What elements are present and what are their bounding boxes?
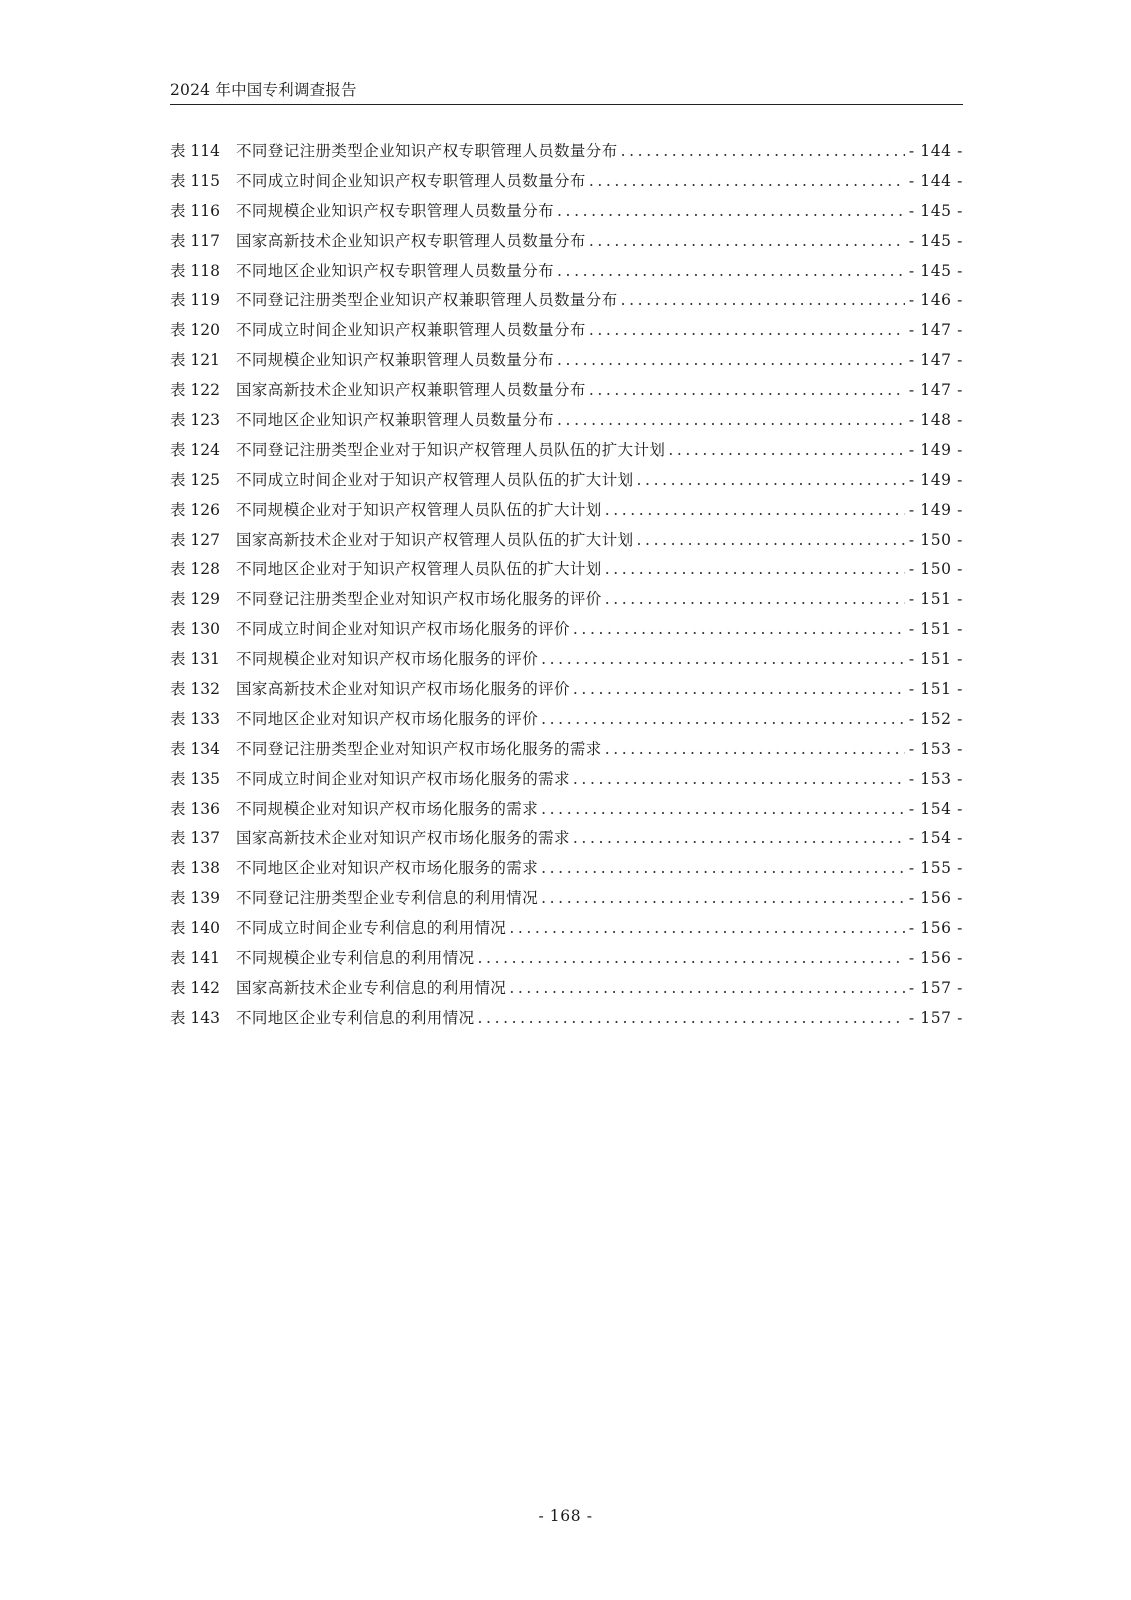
toc-entry[interactable] [170,410,963,440]
toc-entry[interactable] [170,201,963,231]
toc-entry-label: 表 132 [170,680,221,699]
page-number: - 168 - [538,1507,593,1525]
toc-entry[interactable] [170,828,963,858]
toc-entry-label: 表 129 [170,590,221,609]
toc-entry[interactable] [170,649,963,679]
toc-entry[interactable] [170,500,963,530]
toc-entry-title: 不同规模企业对知识产权市场化服务的需求 [236,799,539,818]
toc-entry-label: 表 116 [170,201,221,220]
toc-entry-label: 表 118 [170,261,221,280]
toc-dot-leader [557,261,905,281]
toc-entry-page: - 156 - [908,949,963,968]
toc-entry-label: 表 120 [170,321,221,340]
toc-entry-page: - 144 - [908,142,963,160]
toc-entry-page: - 146 - [908,291,963,310]
toc-entry[interactable] [170,350,963,380]
toc-entry-page: - 147 - [908,351,963,370]
report-title: 2024 年中国专利调查报告 [170,81,357,99]
toc-entry-title: 不同成立时间企业对知识产权市场化服务的需求 [236,769,570,788]
toc-dot-leader [668,440,905,460]
toc-entry[interactable] [170,619,963,649]
toc-entry-page: - 151 - [908,650,963,669]
toc-dot-leader [573,619,905,639]
toc-entry-label: 表 140 [170,919,221,938]
toc-entry-page: - 154 - [908,799,963,818]
toc-entry[interactable] [170,171,963,201]
toc-entry[interactable] [170,978,963,1008]
toc-entry-title: 国家高新技术企业专利信息的利用情况 [236,978,507,997]
toc-entry[interactable] [170,380,963,410]
toc-entry-page: - 145 - [908,261,963,280]
toc-entry[interactable] [170,141,963,171]
toc-entry[interactable] [170,559,963,589]
toc-entry-title: 国家高新技术企业对知识产权市场化服务的评价 [236,680,570,699]
toc-entry-page: - 156 - [908,919,963,938]
toc-entry-page: - 154 - [908,829,963,848]
toc-dot-leader [605,739,905,759]
toc-dot-leader [557,350,905,370]
toc-entry-page: - 151 - [908,680,963,699]
toc-dot-leader [637,530,905,550]
toc-dot-leader [541,888,905,908]
toc-entry-page: - 157 - [908,1008,963,1027]
toc-dot-leader [589,171,905,191]
toc-entry[interactable] [170,290,963,320]
toc-entry-title: 不同登记注册类型企业对知识产权市场化服务的需求 [236,739,602,758]
toc-entry-title: 国家高新技术企业对知识产权市场化服务的需求 [236,829,570,848]
toc-entry-label: 表 137 [170,829,221,848]
toc-entry[interactable] [170,709,963,739]
toc-entry-page: - 149 - [908,470,963,489]
toc-entry-title: 不同地区企业专利信息的利用情况 [236,1008,475,1027]
toc-entry[interactable] [170,470,963,500]
toc-entry-title: 不同地区企业对知识产权市场化服务的评价 [236,709,539,728]
toc-entry-title: 不同登记注册类型企业对知识产权市场化服务的评价 [236,590,602,609]
toc-dot-leader [509,978,905,998]
toc-dot-leader [541,709,905,729]
toc-dot-leader [605,589,905,609]
toc-entry-label: 表 128 [170,560,221,579]
toc-entry-page: - 144 - [908,171,963,190]
toc-dot-leader [541,799,905,819]
toc-dot-leader [541,858,905,878]
toc-entry-label: 表 138 [170,859,221,878]
toc-entry[interactable] [170,1008,963,1038]
toc-dot-leader [589,320,905,340]
toc-entry-title: 不同登记注册类型企业知识产权兼职管理人员数量分布 [236,291,618,310]
toc-entry-title: 不同成立时间企业对于知识产权管理人员队伍的扩大计划 [236,470,634,489]
toc-entry-label: 表 142 [170,978,221,997]
toc-dot-leader [573,679,905,699]
toc-entry-title: 不同地区企业知识产权专职管理人员数量分布 [236,261,555,280]
toc-entry-title: 国家高新技术企业知识产权兼职管理人员数量分布 [236,381,586,400]
toc-entry[interactable] [170,948,963,978]
toc-entry-label: 表 135 [170,769,221,788]
toc-entry-page: - 148 - [908,411,963,430]
page-header [170,78,963,105]
toc-entry-label: 表 117 [170,231,221,250]
toc-entry[interactable] [170,858,963,888]
toc-dot-leader [509,918,905,938]
toc-entry[interactable] [170,589,963,619]
toc-entry[interactable] [170,918,963,948]
toc-entry-label: 表 127 [170,530,221,549]
toc-entry-title: 不同规模企业知识产权兼职管理人员数量分布 [236,351,555,370]
toc-entry-label: 表 136 [170,799,221,818]
toc-entry-page: - 150 - [908,530,963,549]
toc-dot-leader [605,500,905,520]
toc-entry-label: 表 130 [170,620,221,639]
toc-entry-page: - 150 - [908,560,963,579]
toc-entry-page: - 149 - [908,440,963,459]
toc-entry-label: 表 122 [170,381,221,400]
toc-entry-page: - 153 - [908,739,963,758]
toc-entry-title: 国家高新技术企业知识产权专职管理人员数量分布 [236,231,586,250]
toc-entry-label: 表 126 [170,500,221,519]
toc-entry-label: 表 114 [170,142,221,160]
toc-entry-title: 不同规模企业知识产权专职管理人员数量分布 [236,201,555,220]
toc-entry-title: 不同登记注册类型企业知识产权专职管理人员数量分布 [236,142,618,160]
toc-entry-page: - 147 - [908,321,963,340]
toc-entry-title: 不同成立时间企业专利信息的利用情况 [236,919,507,938]
toc-entry-title: 不同成立时间企业对知识产权市场化服务的评价 [236,620,570,639]
toc-entry[interactable] [170,769,963,799]
toc-entry-label: 表 134 [170,739,221,758]
toc-entry-label: 表 119 [170,291,221,310]
toc-dot-leader [478,1008,905,1028]
toc-entry[interactable] [170,320,963,350]
toc-dot-leader [557,201,905,221]
toc-entry-title: 不同规模企业对于知识产权管理人员队伍的扩大计划 [236,500,602,519]
toc-dot-leader [589,380,905,400]
toc-entry-label: 表 125 [170,470,221,489]
toc-entry-label: 表 124 [170,440,221,459]
toc-dot-leader [478,948,905,968]
toc-entry-page: - 157 - [908,978,963,997]
toc-entry-page: - 156 - [908,889,963,908]
table-of-contents [170,141,963,1038]
toc-entry[interactable] [170,530,963,560]
toc-entry-page: - 145 - [908,231,963,250]
toc-entry-title: 不同地区企业对于知识产权管理人员队伍的扩大计划 [236,560,602,579]
toc-dot-leader [557,410,905,430]
toc-dot-leader [541,649,905,669]
toc-entry-label: 表 123 [170,411,221,430]
toc-entry-page: - 153 - [908,769,963,788]
toc-entry-label: 表 139 [170,889,221,908]
toc-dot-leader [573,769,905,789]
toc-entry[interactable] [170,799,963,829]
toc-entry[interactable] [170,440,963,470]
toc-entry[interactable] [170,739,963,769]
toc-dot-leader [621,290,905,310]
toc-entry-label: 表 133 [170,709,221,728]
toc-entry-title: 不同成立时间企业知识产权专职管理人员数量分布 [236,171,586,190]
toc-entry-title: 不同成立时间企业知识产权兼职管理人员数量分布 [236,321,586,340]
toc-entry[interactable] [170,888,963,918]
toc-entry-title: 不同地区企业对知识产权市场化服务的需求 [236,859,539,878]
toc-entry[interactable] [170,261,963,291]
toc-entry-label: 表 121 [170,351,221,370]
toc-dot-leader [573,828,905,848]
toc-entry-title: 不同规模企业专利信息的利用情况 [236,949,475,968]
toc-entry-page: - 151 - [908,620,963,639]
toc-entry-title: 不同规模企业对知识产权市场化服务的评价 [236,650,539,669]
toc-entry-page: - 155 - [908,859,963,878]
toc-entry-label: 表 131 [170,650,221,669]
toc-entry-title: 不同登记注册类型企业专利信息的利用情况 [236,889,539,908]
toc-entry-title: 国家高新技术企业对于知识产权管理人员队伍的扩大计划 [236,530,634,549]
toc-entry-page: - 151 - [908,590,963,609]
toc-entry-title: 不同登记注册类型企业对于知识产权管理人员队伍的扩大计划 [236,440,666,459]
toc-entry-page: - 145 - [908,201,963,220]
toc-dot-leader [621,141,905,161]
toc-entry-label: 表 141 [170,949,221,968]
toc-entry-title: 不同地区企业知识产权兼职管理人员数量分布 [236,411,555,430]
toc-entry-label: 表 143 [170,1008,221,1027]
toc-entry[interactable] [170,231,963,261]
toc-dot-leader [605,559,905,579]
toc-entry-page: - 149 - [908,500,963,519]
toc-dot-leader [589,231,905,251]
toc-entry-page: - 147 - [908,381,963,400]
toc-entry-label: 表 115 [170,171,221,190]
toc-entry-page: - 152 - [908,709,963,728]
toc-dot-leader [637,470,905,490]
toc-entry[interactable] [170,679,963,709]
